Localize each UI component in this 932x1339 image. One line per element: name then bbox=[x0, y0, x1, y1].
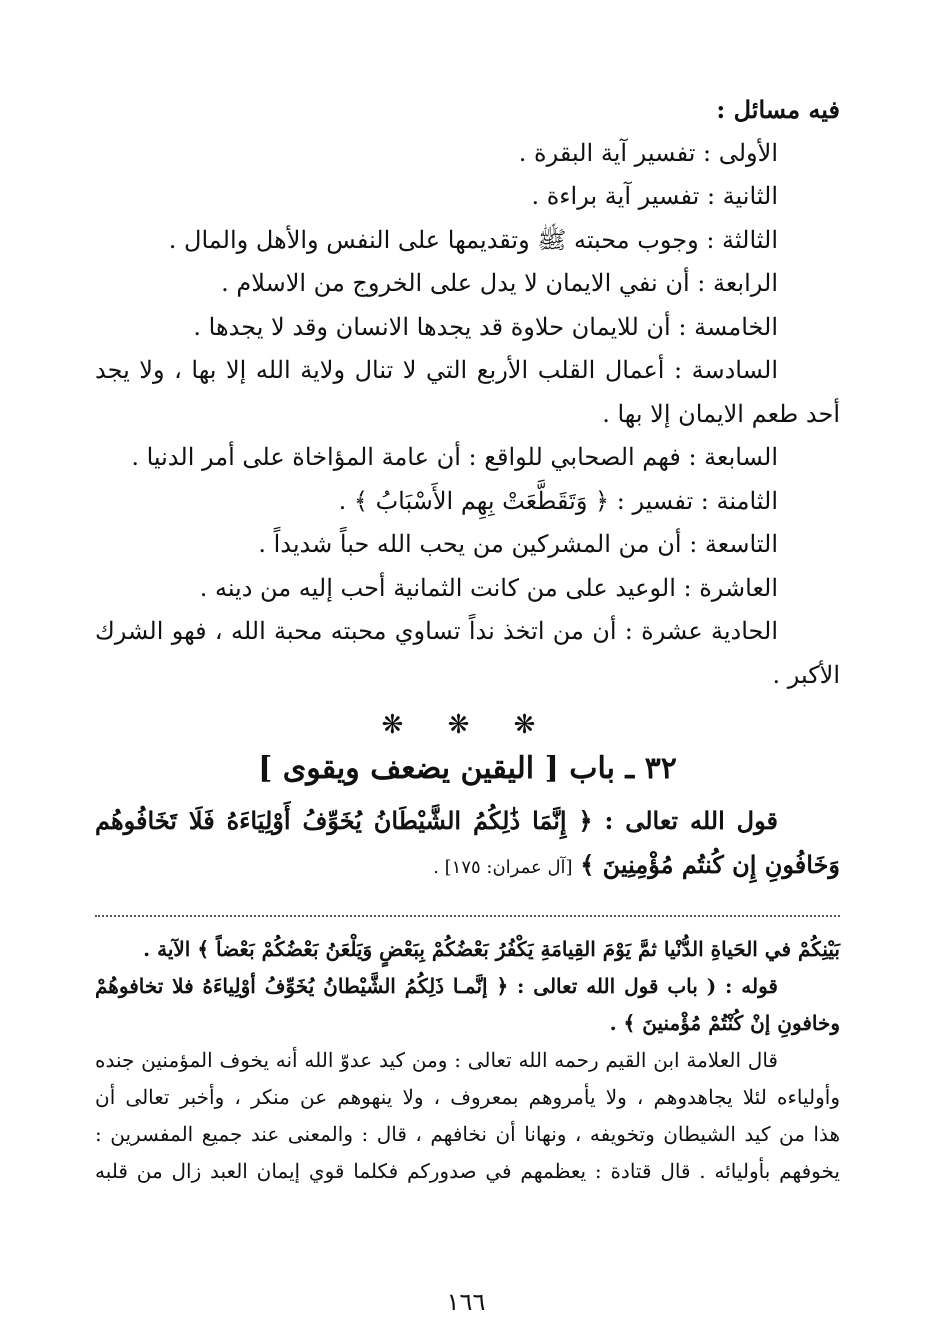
footnote-line: بَيْنِكُمْ في الحَياةِ الدُّنْيا ثمَّ يَوْمَ القِيامَةِ يَكْفُرُ بَعْضُكُمْ بِبَعْضٍ وَيَلْعَنُ بَعْضُكُمْ بَعْضاً ﴾ الآية . bbox=[143, 937, 840, 961]
footnote-divider bbox=[95, 915, 840, 917]
footnote-line: يخوفهم بأوليائه . قال قتادة : يعظمهم في صدوركم فكلما قوي إيمان العبد زال من قلبه bbox=[95, 1159, 840, 1183]
issue-item: السابعة : فهم الصحابي للواقع : أن عامة المؤاخاة على أمر الدنيا . bbox=[131, 443, 778, 471]
chapter-verse-line1: قول الله تعالى : ﴿ إِنَّمَا ذَٰلِكُمُ الشَّيْطَانُ يُخَوِّفُ أَوْلِيَاءَهُ فَلَا تَخَافُوهُم bbox=[95, 806, 778, 835]
issue-item: التاسعة : أن من المشركين من يحب الله حباً شديداً . bbox=[258, 530, 778, 558]
footnote-line: وأولياءه لئلا يجاهدوهم ، ولا يأمروهم بمعروف ، ولا ينهوهم عن منكر ، وأخبر تعالى أن bbox=[95, 1085, 840, 1109]
issue-item: الأولى : تفسير آية البقرة . bbox=[518, 138, 778, 167]
issue-item: الرابعة : أن نفي الايمان لا يدل على الخروج من الاسلام . bbox=[221, 269, 778, 297]
chapter-verse-line2 bbox=[95, 843, 840, 890]
verse-reference: [آل عمران: ١٧٥] . bbox=[433, 856, 573, 878]
chapter-verse-text: وَخَافُونِ إِن كُنتُم مُؤْمِنِينَ ﴾ bbox=[580, 849, 840, 879]
footnote-line: وخافونِ إنْ كُنْتُمْ مُؤْمنينَ ﴾ . bbox=[609, 1011, 840, 1035]
issue-item: الخامسة : أن للايمان حلاوة قد يجدها الانسان وقد لا يجدها . bbox=[193, 312, 778, 341]
issue-item-sixth-cont: أحد طعم الايمان إلا بها . bbox=[602, 399, 840, 428]
issue-item: العاشرة : الوعيد على من كانت الثمانية أحب إليه من دينه . bbox=[199, 573, 778, 602]
footnote-line: قال العلامة ابن القيم رحمه الله تعالى : ومن كيد عدوّ الله أنه يخوف المؤمنين جنده bbox=[95, 1048, 778, 1072]
chapter-title: ٣٢ ـ باب [ اليقين يضعف ويقوى ] bbox=[258, 751, 677, 786]
section-separator: ❋ ❋ ❋ bbox=[381, 710, 554, 740]
issue-item-eleventh-cont: الأكبر . bbox=[772, 660, 840, 689]
footnote-line: هذا من كيد الشيطان وتخويفه ، ونهانا أن نخافهم ، قال : والمعنى عند جميع المفسرين : bbox=[95, 1122, 840, 1146]
page-number: ١٦٦ bbox=[446, 1288, 486, 1316]
page-body bbox=[95, 88, 840, 1190]
issue-item-sixth: السادسة : أعمال القلب الأربع التي لا تنال ولاية الله إلا بها ، ولا يجد bbox=[95, 356, 778, 384]
footnote-line: قوله : ( باب قول الله تعالى : ﴿ إنَّمـا ذَلِكُمُ الشَّيْطانُ يُخَوِّفُ أوْلِياءَهُ فلا تخافوهُمْ bbox=[95, 974, 778, 998]
issue-item: الثالثة : وجوب محبته ﷺ وتقديمها على النفس والأهل والمال . bbox=[168, 225, 778, 254]
issue-item-eleventh: الحادية عشرة : أن من اتخذ نداً تساوي محبته محبة الله ، فهو الشرك bbox=[95, 617, 778, 645]
issue-item: الثامنة : تفسير : ﴿ وَتَقَطَّعَتْ بِهِم الأَسْبَابُ ﴾ . bbox=[338, 486, 778, 515]
issue-item: الثانية : تفسير آية براءة . bbox=[531, 182, 778, 210]
issues-heading: فيه مسائل : bbox=[716, 95, 840, 124]
